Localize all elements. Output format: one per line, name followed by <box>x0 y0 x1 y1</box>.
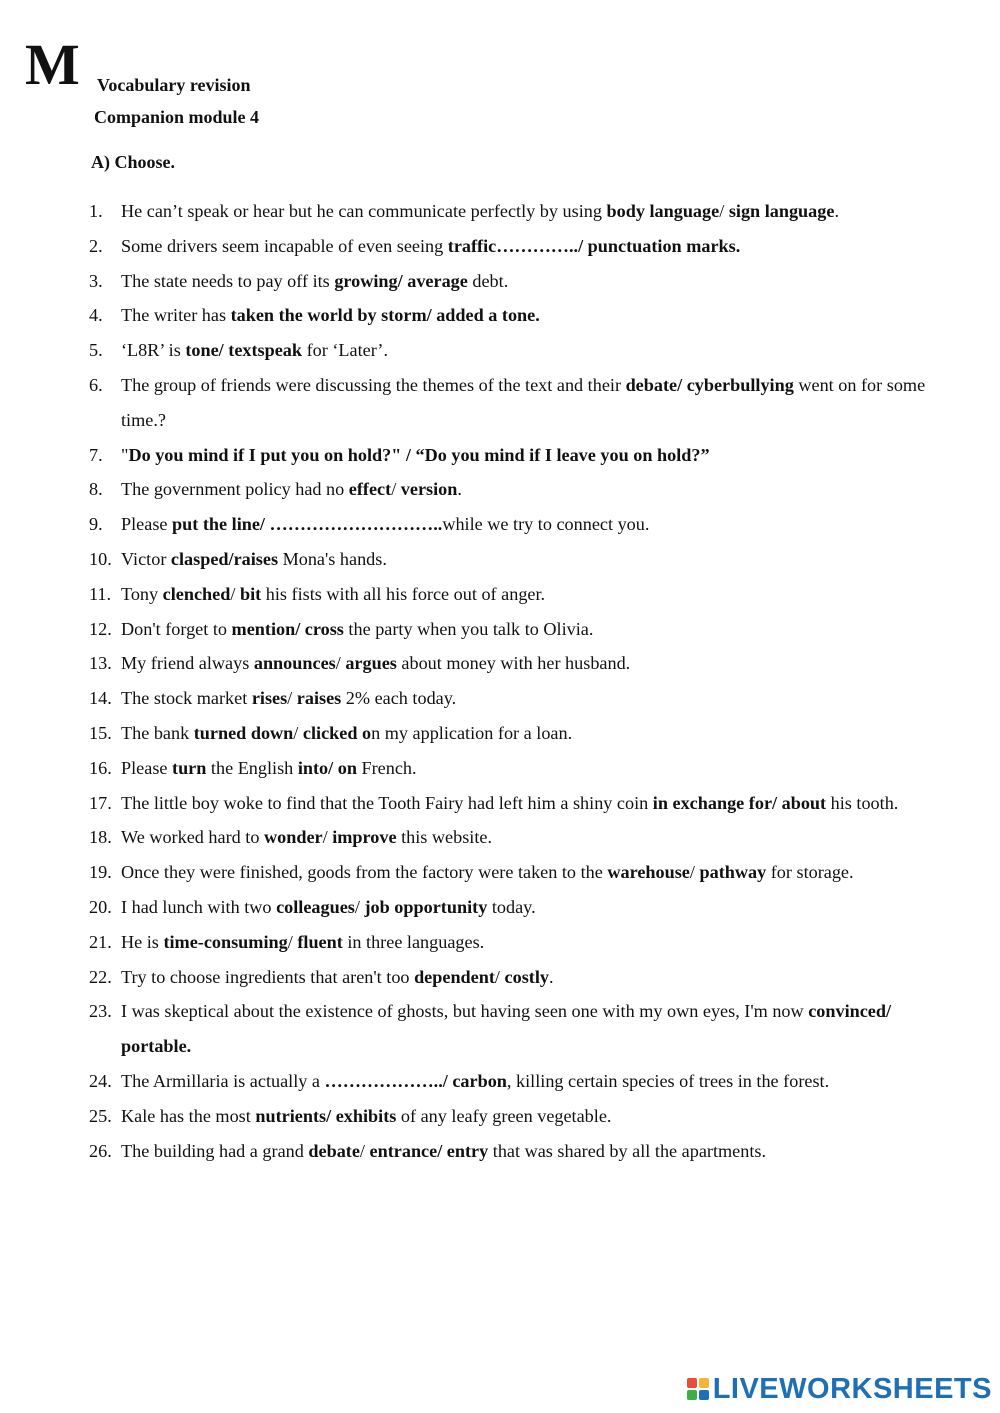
answer-option[interactable]: clicked o <box>302 722 372 743</box>
question-text-segment: The Armillaria is actually a <box>121 1070 325 1091</box>
answer-option[interactable]: traffic…………../ punctuation marks. <box>447 235 741 256</box>
liveworksheets-icon <box>687 1378 709 1400</box>
question-text <box>121 786 898 821</box>
answer-option[interactable]: debate/ cyberbullying <box>625 374 794 395</box>
question-text-segment: today. <box>487 896 536 917</box>
question-text-segment: went on for some time.? <box>121 374 926 430</box>
question-text-segment: I had lunch with two <box>121 896 277 917</box>
answer-option[interactable]: bit <box>239 583 262 604</box>
question-text-segment: n my application for a loan. <box>371 722 573 743</box>
question-text-segment: / <box>719 201 729 221</box>
question-number: 14. <box>89 688 112 709</box>
question-number: 12. <box>89 618 112 639</box>
answer-option[interactable]: fluent <box>297 931 343 952</box>
question-text <box>121 646 630 681</box>
question-text-segment: in three languages. <box>342 931 485 952</box>
question-text-segment: Once they were finished, goods from the factory were taken to the <box>121 862 608 883</box>
answer-option[interactable]: improve <box>332 827 397 848</box>
question-item <box>89 264 949 299</box>
question-text <box>121 855 854 890</box>
question-text-segment: , killing certain species of trees in the forest. <box>506 1070 830 1091</box>
question-text-segment: . <box>834 201 839 221</box>
question-text-segment: the party when you talk to Olivia. <box>343 618 594 639</box>
question-number: 22. <box>89 966 112 987</box>
question-text-segment: / <box>335 653 346 674</box>
question-item <box>89 681 949 716</box>
question-number: 9. <box>89 514 103 535</box>
question-text <box>121 298 540 333</box>
question-text-segment: Please <box>121 514 173 535</box>
question-text-segment: about money with her husband. <box>396 653 631 674</box>
answer-option[interactable]: growing/ average <box>334 270 468 291</box>
question-text <box>121 507 649 542</box>
question-text-segment: My friend always <box>121 653 254 674</box>
question-text-segment: The stock market <box>121 688 252 709</box>
answer-option[interactable]: effect <box>348 479 392 500</box>
question-text <box>121 925 484 960</box>
answer-option[interactable]: put the line/ ……………………….. <box>172 514 443 535</box>
question-item <box>89 646 949 681</box>
question-text-segment: / <box>391 479 401 500</box>
question-number: 6. <box>89 374 103 395</box>
question-number: 5. <box>89 340 103 361</box>
question-item <box>89 994 949 1064</box>
answer-option[interactable]: clenched <box>162 583 231 604</box>
question-item <box>89 1099 949 1134</box>
question-text <box>121 960 554 995</box>
question-item <box>89 925 949 960</box>
question-text <box>121 1064 829 1099</box>
question-item <box>89 820 949 855</box>
answer-option[interactable]: turn <box>172 757 207 778</box>
question-text-segment: / <box>359 1140 370 1161</box>
answer-option[interactable]: costly <box>504 966 549 987</box>
question-item <box>89 194 949 229</box>
question-number: 21. <box>89 931 112 952</box>
question-number: 17. <box>89 792 112 813</box>
answer-option[interactable]: rises <box>251 688 288 709</box>
question-text <box>121 681 456 716</box>
question-text-segment: We worked hard to <box>121 827 264 848</box>
question-text-segment: of any leafy green vegetable. <box>396 1105 612 1126</box>
answer-option[interactable]: wonder <box>263 827 323 848</box>
question-text-segment: / <box>287 688 297 709</box>
liveworksheets-brand-text: LIVEWORKSHEETS <box>712 1372 992 1405</box>
question-text-segment: that was shared by all the apartments. <box>488 1140 766 1161</box>
answer-option[interactable]: entrance/ entry <box>369 1140 489 1161</box>
question-number: 24. <box>89 1070 112 1091</box>
question-number: 25. <box>89 1105 112 1126</box>
answer-option[interactable]: into/ on <box>297 757 357 778</box>
logo-square <box>687 1390 697 1400</box>
answer-option[interactable]: nutrients/ exhibits <box>255 1105 397 1126</box>
question-item <box>89 716 949 751</box>
question-text <box>121 994 949 1064</box>
question-number: 15. <box>89 722 112 743</box>
answer-option[interactable]: announces <box>253 653 336 674</box>
question-text-segment: Some drivers seem incapable of even seeing <box>121 235 448 256</box>
answer-option[interactable]: sign language <box>728 201 835 221</box>
question-text <box>121 612 593 647</box>
question-number: 4. <box>89 305 103 326</box>
question-text-segment: / <box>689 862 700 883</box>
question-text-segment: this website. <box>396 827 493 848</box>
question-text-segment: for storage. <box>766 862 854 883</box>
question-text-segment: / <box>494 966 505 987</box>
question-text-segment: / <box>293 722 303 743</box>
page-subtitle: Companion module 4 <box>94 107 260 127</box>
question-number: 19. <box>89 862 112 883</box>
question-text-segment: Please <box>121 757 173 778</box>
question-number: 13. <box>89 653 112 674</box>
answer-option[interactable]: mention/ cross <box>231 618 344 639</box>
page-title: Vocabulary revision <box>97 75 251 95</box>
question-text <box>121 890 536 925</box>
question-item <box>89 542 949 577</box>
question-item <box>89 1134 949 1169</box>
question-item <box>89 960 949 995</box>
question-text-segment: " <box>121 444 129 465</box>
answer-option[interactable]: clasped/raises <box>170 548 279 569</box>
answer-option[interactable]: debate <box>308 1140 360 1161</box>
question-number: 23. <box>89 1001 112 1022</box>
question-text-segment: The group of friends were discussing the themes of the text and their <box>121 374 626 395</box>
question-number: 26. <box>89 1140 112 1161</box>
question-item <box>89 438 949 473</box>
question-text <box>121 542 387 577</box>
question-number: 11. <box>89 583 112 604</box>
question-text-segment: The government policy had no <box>121 479 349 500</box>
question-number: 18. <box>89 827 112 848</box>
question-text <box>121 438 710 473</box>
question-text <box>121 577 545 612</box>
logo-square <box>699 1390 709 1400</box>
question-text-segment: Victor <box>121 548 171 569</box>
logo-square <box>687 1378 697 1388</box>
question-text-segment: He can’t speak or hear but he can communicate perfectly by using <box>121 201 607 221</box>
question-number: 16. <box>89 757 112 778</box>
question-text-segment: Try to choose ingredients that aren't too <box>121 966 415 987</box>
question-text-segment: . <box>548 966 554 987</box>
question-text-segment: his fists with all his force out of anger. <box>261 583 546 604</box>
question-item <box>89 786 949 821</box>
question-text-segment: / <box>230 583 240 604</box>
question-item <box>89 298 949 333</box>
question-item <box>89 472 949 507</box>
question-text-segment: The state needs to pay off its <box>121 270 335 291</box>
question-number: 7. <box>89 444 103 465</box>
question-number: 8. <box>89 479 103 500</box>
question-text-segment: Don't forget to <box>121 618 232 639</box>
question-text-segment: Tony <box>121 583 163 604</box>
question-text-segment: / <box>322 827 333 848</box>
answer-option[interactable]: turned down <box>193 722 294 743</box>
question-text-segment: the English <box>206 757 298 778</box>
question-text-segment: ‘L8R’ is <box>121 340 186 361</box>
answer-option[interactable]: body language <box>606 201 720 221</box>
question-text <box>121 229 740 264</box>
question-item <box>89 1064 949 1099</box>
question-text <box>121 368 949 438</box>
question-text-segment: The writer has <box>121 305 231 326</box>
question-text <box>121 194 839 229</box>
answer-option[interactable]: warehouse <box>607 862 690 883</box>
answer-option[interactable]: colleagues <box>276 896 355 917</box>
answer-option[interactable]: ………………../ carbon <box>324 1070 507 1091</box>
question-item <box>89 333 949 368</box>
question-text-segment: his tooth. <box>826 792 899 813</box>
question-item <box>89 855 949 890</box>
question-text <box>121 264 508 299</box>
answer-option[interactable]: version <box>400 479 458 500</box>
question-list <box>89 194 949 1168</box>
question-text-segment: The bank <box>121 722 194 743</box>
question-text <box>121 472 462 507</box>
question-item <box>89 368 949 438</box>
question-text-segment: for ‘Later’. <box>302 340 389 361</box>
page-logo-letter: M <box>25 32 80 97</box>
question-text-segment: . <box>457 479 462 500</box>
question-text <box>121 1134 766 1169</box>
question-text-segment: debt. <box>467 270 509 291</box>
question-text-segment: / <box>354 896 365 917</box>
answer-option[interactable]: tone/ textspeak <box>185 340 303 361</box>
question-text <box>121 751 417 786</box>
question-text-segment: while we try to connect you. <box>442 514 650 535</box>
question-item <box>89 612 949 647</box>
answer-option[interactable]: raises <box>296 688 342 709</box>
answer-option[interactable]: argues <box>345 653 397 674</box>
question-number: 2. <box>89 235 103 256</box>
question-item <box>89 890 949 925</box>
question-text-segment: The building had a grand <box>121 1140 309 1161</box>
answer-option[interactable]: job opportunity <box>364 896 488 917</box>
answer-option[interactable]: in exchange for/ about <box>652 792 827 813</box>
question-text-segment: The little boy woke to find that the Tooth Fairy had left him a shiny coin <box>121 792 653 813</box>
question-text <box>121 820 492 855</box>
question-text-segment: 2% each today. <box>341 688 457 709</box>
question-item <box>89 577 949 612</box>
question-item <box>89 507 949 542</box>
liveworksheets-logo[interactable] <box>687 1369 992 1409</box>
question-text-segment: I was skeptical about the existence of ghosts, but having seen one with my own eyes, I'm now <box>121 1001 809 1022</box>
answer-option[interactable]: convinced/ portable. <box>121 1001 892 1057</box>
question-text-segment: He is <box>121 931 164 952</box>
question-text <box>121 716 572 751</box>
question-number: 1. <box>89 201 103 221</box>
logo-square <box>699 1378 709 1388</box>
question-text-segment: / <box>287 931 298 952</box>
question-number: 10. <box>89 548 112 569</box>
question-text-segment: French. <box>356 757 417 778</box>
answer-option[interactable]: time-consuming <box>163 931 288 952</box>
section-heading: A) Choose. <box>91 152 175 172</box>
answer-option[interactable]: dependent <box>414 966 495 987</box>
answer-option[interactable]: Do you mind if I put you on hold?" / “Do you mind if I leave you on hold?” <box>128 444 710 465</box>
question-item <box>89 751 949 786</box>
question-text <box>121 333 388 368</box>
question-item <box>89 229 949 264</box>
answer-option[interactable]: pathway <box>699 862 767 883</box>
question-text-segment: Kale has the most <box>121 1105 256 1126</box>
question-text <box>121 1099 611 1134</box>
question-number: 20. <box>89 896 112 917</box>
question-text-segment: Mona's hands. <box>278 548 387 569</box>
answer-option[interactable]: taken the world by storm/ added a tone. <box>230 305 540 326</box>
question-number: 3. <box>89 270 103 291</box>
